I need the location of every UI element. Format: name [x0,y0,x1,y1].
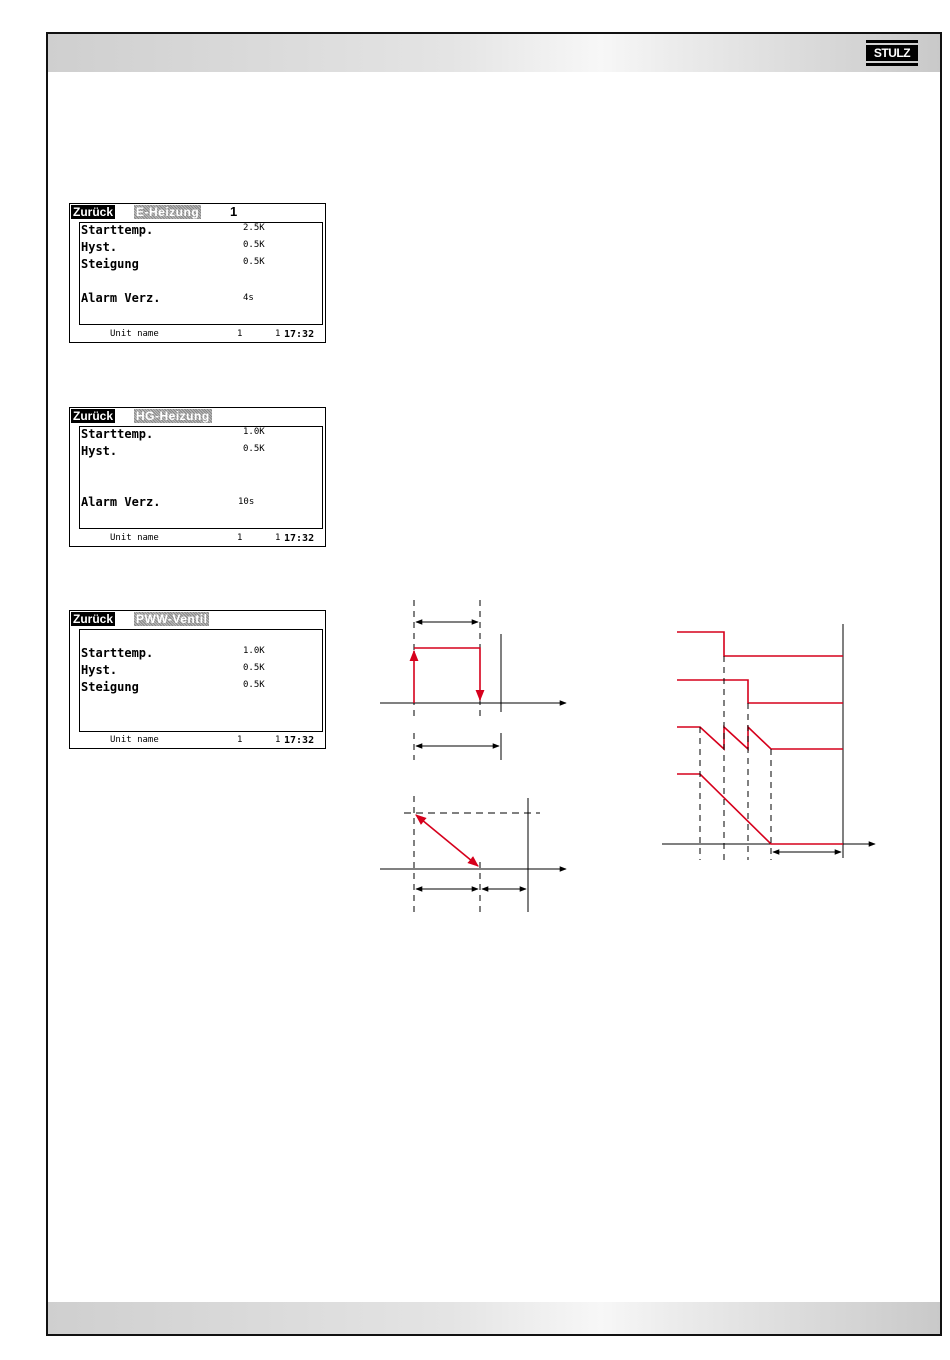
parameter-value: 10s [238,497,255,507]
lcd-status-bar [70,328,325,342]
parameter-value: 2.5K [243,223,265,233]
lcd-header [70,204,325,221]
parameter-value: 0.5K [243,680,265,690]
lcd-header [70,611,325,628]
parameter-label: Hyst. [81,444,118,458]
header-band [48,34,940,72]
parameter-value: 0.5K [243,663,265,673]
clock-time: 17:32 [284,329,315,340]
day-number: 1 [275,329,281,339]
parameter-label: Steigung [81,257,139,271]
panel-number: 1 [230,204,238,219]
lcd-body [79,222,323,325]
parameter-label: Hyst. [81,240,118,254]
lcd-panel-e-heizung [69,203,326,343]
parameter-value: 1.0K [243,646,265,656]
lcd-body [79,629,323,732]
unit-number: 1 [237,329,243,339]
parameter-row-starttemp[interactable] [80,646,322,662]
back-button[interactable]: Zurück [73,612,114,626]
parameter-label: Alarm Verz. [81,291,161,305]
day-number: 1 [275,533,281,543]
day-number: 1 [275,735,281,745]
parameter-value: 4s [243,293,254,303]
back-button[interactable]: Zurück [73,205,114,219]
clock-time: 17:32 [284,735,315,746]
parameter-row-steigung[interactable] [80,680,322,696]
back-button[interactable]: Zurück [73,409,114,423]
parameter-label: Steigung [81,680,139,694]
parameter-value: 1.0K [243,427,265,437]
unit-number: 1 [237,533,243,543]
parameter-row-starttemp[interactable] [80,427,322,443]
unit-name: Unit name [110,329,159,339]
parameter-row-hyst[interactable] [80,663,322,679]
parameter-row-hyst[interactable] [80,240,322,256]
parameter-value: 0.5K [243,240,265,250]
lcd-body [79,426,323,529]
parameter-row-hyst[interactable] [80,444,322,460]
lcd-status-bar [70,734,325,748]
lcd-status-bar [70,532,325,546]
unit-number: 1 [237,735,243,745]
panel-title: PWW-Ventil [136,612,208,626]
parameter-value: 0.5K [243,444,265,454]
parameter-label: Hyst. [81,663,118,677]
parameter-row-alarm-verz[interactable] [80,495,322,511]
parameter-label: Alarm Verz. [81,495,161,509]
parameter-row-starttemp[interactable] [80,223,322,239]
logo-text: STULZ [866,45,918,61]
unit-name: Unit name [110,533,159,543]
parameter-label: Starttemp. [81,646,154,660]
parameter-value: 0.5K [243,257,265,267]
panel-title: E-Heizung [136,205,200,219]
clock-time: 17:32 [284,533,315,544]
unit-name: Unit name [110,735,159,745]
parameter-row-steigung[interactable] [80,257,322,273]
lcd-panel-hg-heizung [69,407,326,547]
panel-title: HG-Heizung [136,409,210,423]
lcd-header [70,408,325,425]
footer-band [48,1302,940,1334]
stulz-logo [866,40,918,66]
parameter-label: Starttemp. [81,427,154,441]
lcd-panel-pww-ventil [69,610,326,749]
parameter-label: Starttemp. [81,223,154,237]
parameter-row-alarm-verz[interactable] [80,291,322,307]
